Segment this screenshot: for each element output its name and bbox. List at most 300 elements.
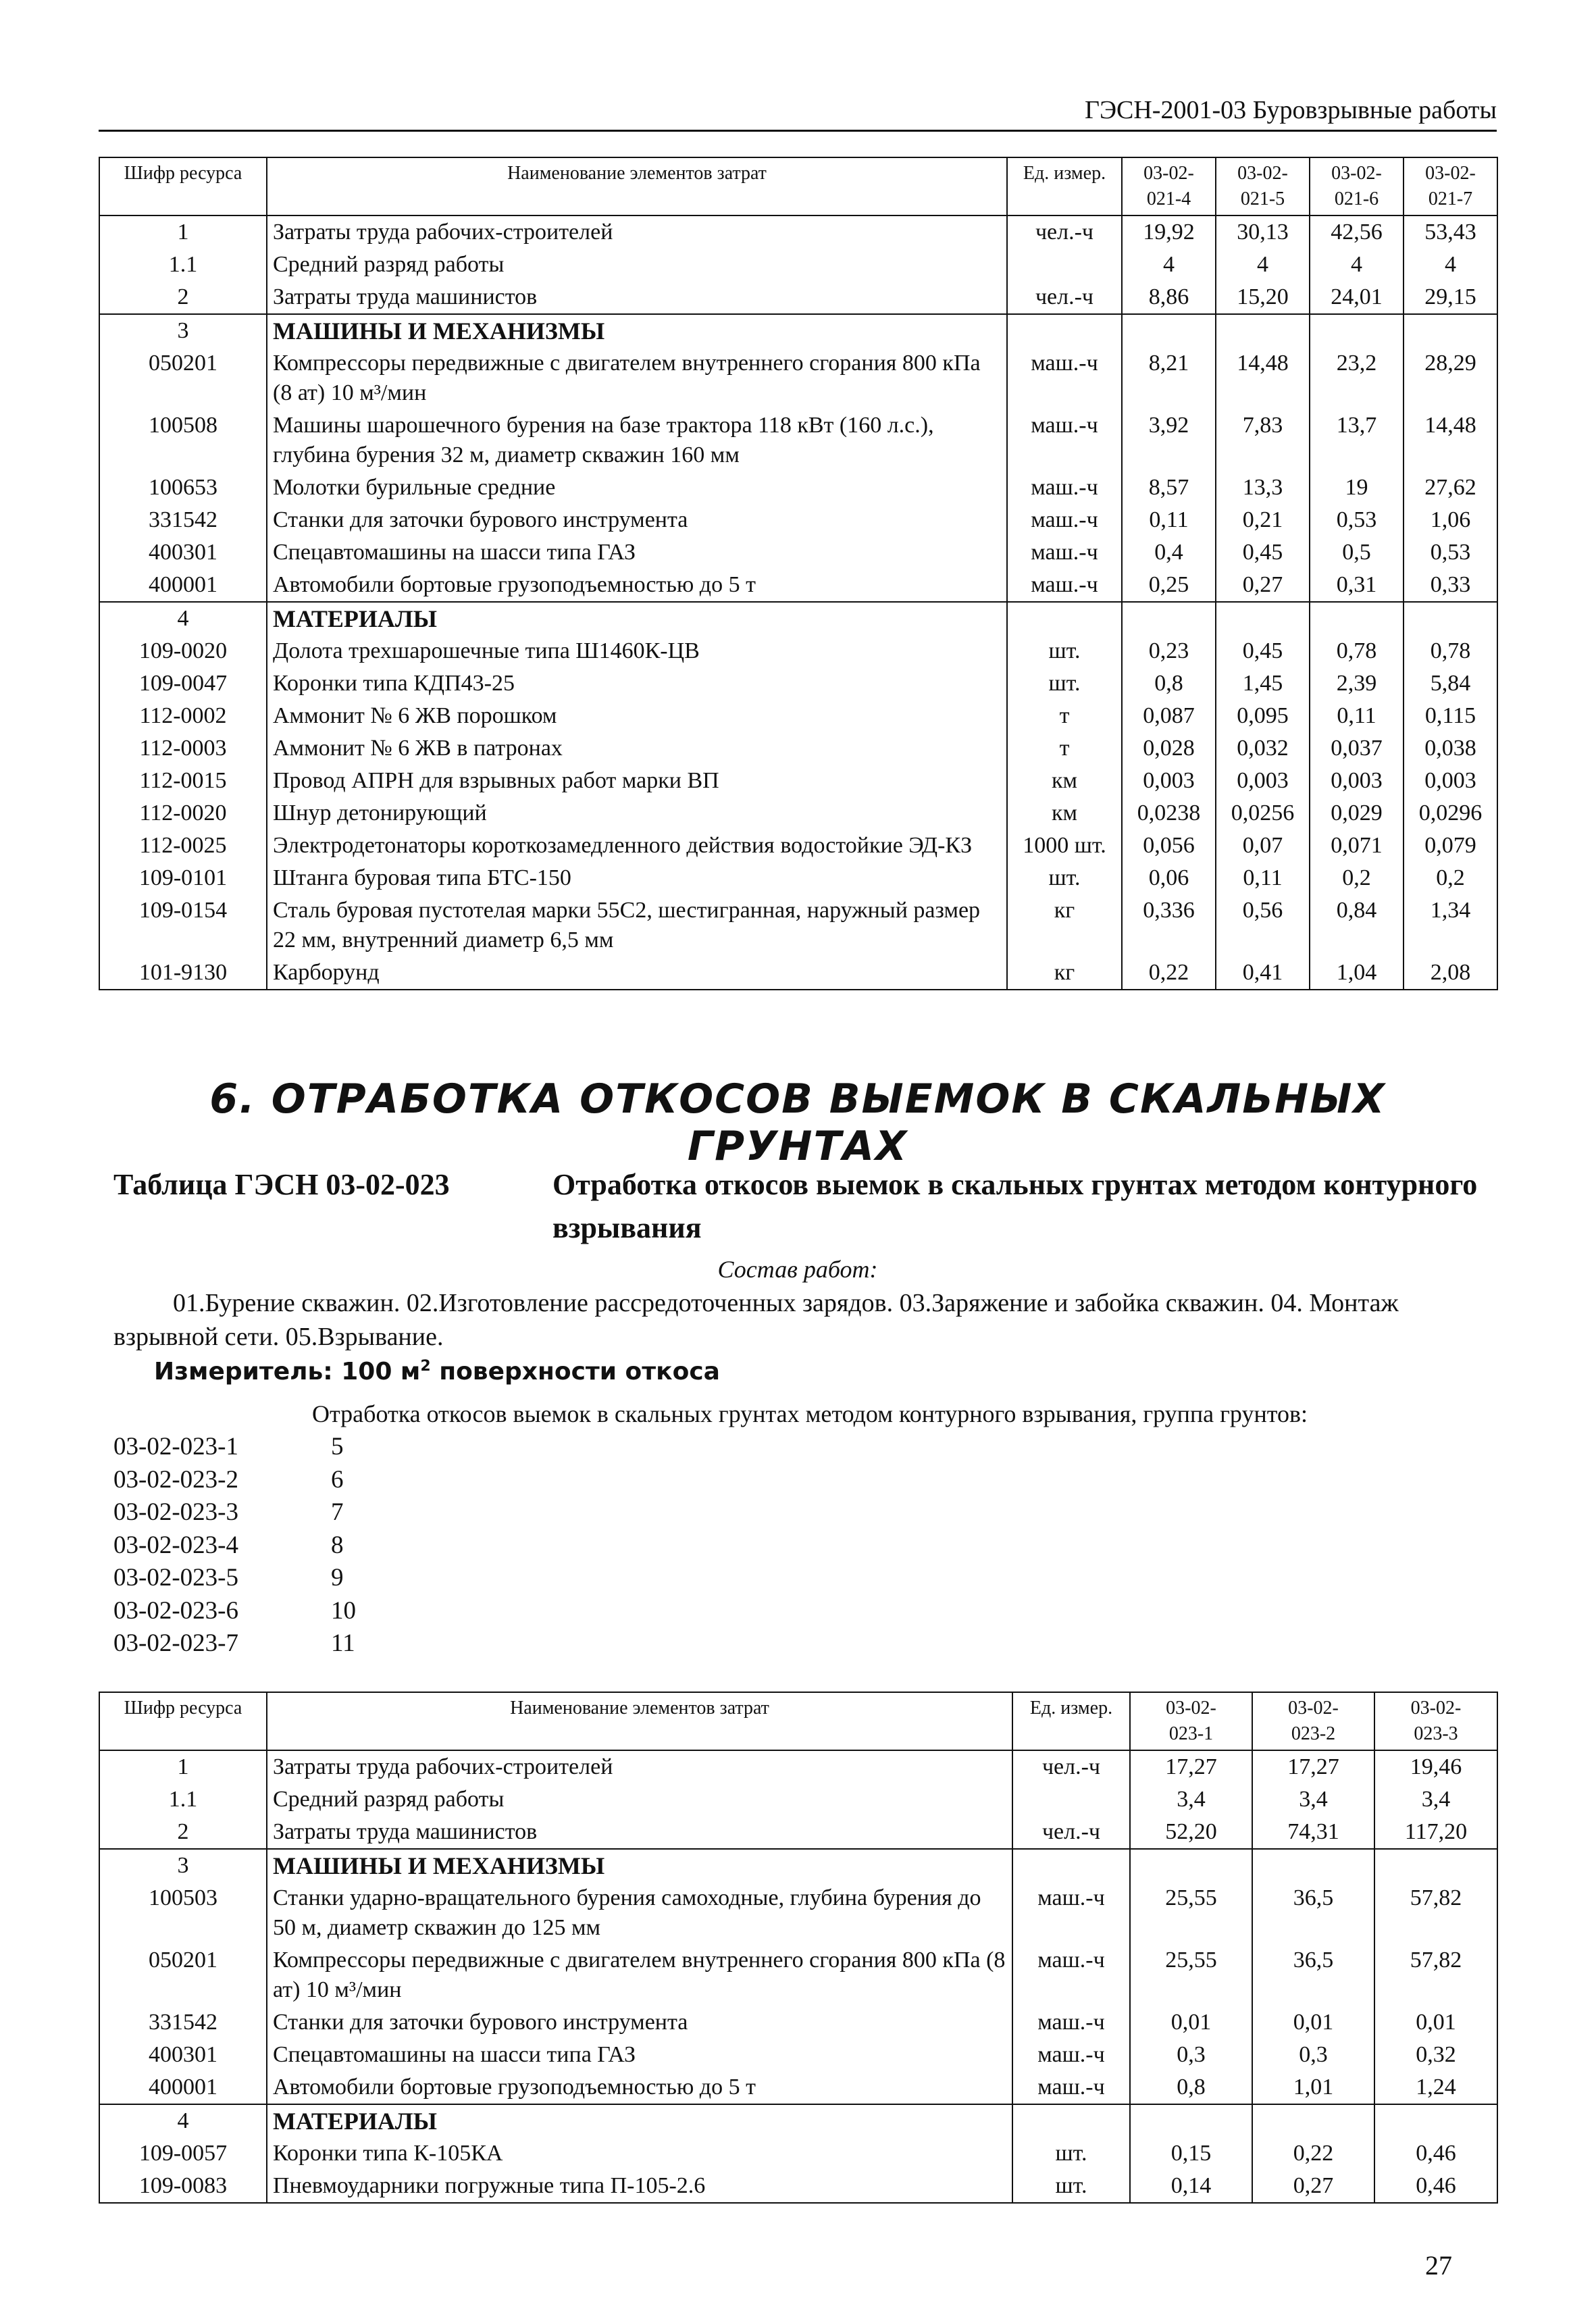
- resource-name: Шнур детонирующий: [267, 797, 1007, 830]
- resource-code: 109-0057: [99, 2137, 267, 2170]
- norm-value: [1130, 2104, 1252, 2137]
- resource-name: Карборунд: [267, 957, 1007, 990]
- norm-value: 13,7: [1310, 409, 1404, 472]
- resource-code: 400001: [99, 2071, 267, 2104]
- norm-value: 0,01: [1374, 2006, 1497, 2039]
- norm-value: 42,56: [1310, 215, 1404, 249]
- variant-row: [113, 1529, 356, 1562]
- norm-value: 1,34: [1404, 894, 1497, 957]
- table-row: [99, 797, 1497, 830]
- resource-code: 050201: [99, 1944, 267, 2006]
- unit-of-measure: чел.-ч: [1012, 1750, 1130, 1783]
- resource-code: 4: [99, 2104, 267, 2137]
- variant-soil-group: 9: [331, 1564, 344, 1592]
- measurement-unit: [154, 1358, 720, 1386]
- resource-code: 1.1: [99, 249, 267, 281]
- resource-code: 400301: [99, 536, 267, 569]
- variant-row: [113, 1431, 356, 1464]
- variant-soil-group: 8: [331, 1531, 344, 1559]
- resource-code: 112-0003: [99, 732, 267, 765]
- norm-value: 0,029: [1310, 797, 1404, 830]
- table-row: [99, 215, 1497, 249]
- resource-name: Автомобили бортовые грузоподъемностью до 5 т: [267, 2071, 1012, 2104]
- table-header-row: [99, 1692, 1497, 1750]
- norm-value: 117,20: [1374, 1816, 1497, 1849]
- resource-name: Станки для заточки бурового инструмента: [267, 2006, 1012, 2039]
- norm-value: [1404, 314, 1497, 347]
- norm-value: 17,27: [1130, 1750, 1252, 1783]
- norm-value: 0,27: [1216, 569, 1310, 602]
- column-header-unit: Ед. измер.: [1012, 1692, 1130, 1750]
- resource-name: Штанга буровая типа БТС-150: [267, 862, 1007, 894]
- resource-name: Коронки типа К-105КА: [267, 2137, 1012, 2170]
- unit-of-measure: шт.: [1007, 862, 1122, 894]
- table-caption-label: Таблица ГЭСН 03-02-023: [113, 1168, 450, 1201]
- unit-of-measure: кг: [1007, 957, 1122, 990]
- resource-name: Долота трехшарошечные типа Ш1460К-ЦВ: [267, 635, 1007, 667]
- section-name: МАТЕРИАЛЫ: [267, 602, 1007, 635]
- unit-of-measure: [1012, 2104, 1130, 2137]
- resource-name: Провод АПРН для взрывных работ марки ВП: [267, 765, 1007, 797]
- resource-code: 1.1: [99, 1783, 267, 1816]
- column-header-variant: 03-02- 021-7: [1404, 157, 1497, 215]
- resource-name: Затраты труда машинистов: [267, 1816, 1012, 1849]
- norm-value: 0,15: [1130, 2137, 1252, 2170]
- norm-value: 0,46: [1374, 2170, 1497, 2203]
- norm-value: 0,3: [1130, 2039, 1252, 2071]
- norm-value: 1,45: [1216, 667, 1310, 700]
- table-row: [99, 409, 1497, 472]
- column-header-variant: 03-02- 023-1: [1130, 1692, 1252, 1750]
- column-header-variant: 03-02- 021-5: [1216, 157, 1310, 215]
- norm-value: 29,15: [1404, 281, 1497, 314]
- measure-superscript: 2: [420, 1358, 431, 1375]
- norm-value: 0,0238: [1122, 797, 1216, 830]
- table-row: [99, 830, 1497, 862]
- unit-of-measure: шт.: [1007, 635, 1122, 667]
- norm-value: 0,5: [1310, 536, 1404, 569]
- table-row: [99, 894, 1497, 957]
- unit-of-measure: маш.-ч: [1012, 2006, 1130, 2039]
- norm-value: 0,8: [1122, 667, 1216, 700]
- column-header-variant: 03-02- 023-2: [1252, 1692, 1374, 1750]
- table-row: [99, 347, 1497, 409]
- norm-value: [1122, 602, 1216, 635]
- norm-value: 15,20: [1216, 281, 1310, 314]
- resource-code: 112-0015: [99, 765, 267, 797]
- column-header-unit: Ед. измер.: [1007, 157, 1122, 215]
- unit-of-measure: [1007, 249, 1122, 281]
- norm-value: 0,4: [1122, 536, 1216, 569]
- norm-value: 0,056: [1122, 830, 1216, 862]
- resource-name: Коронки типа КДП43-25: [267, 667, 1007, 700]
- norm-value: 0,45: [1216, 635, 1310, 667]
- norm-value: 27,62: [1404, 472, 1497, 504]
- norm-value: [1130, 1849, 1252, 1882]
- norm-value: 24,01: [1310, 281, 1404, 314]
- unit-of-measure: маш.-ч: [1012, 2071, 1130, 2104]
- table-row: [99, 1816, 1497, 1849]
- norm-value: 0,78: [1310, 635, 1404, 667]
- resource-code: 1: [99, 1750, 267, 1783]
- measure-suffix: поверхности откоса: [430, 1358, 720, 1386]
- norm-value: 0,037: [1310, 732, 1404, 765]
- resource-name: Спецавтомашины на шасси типа ГАЗ: [267, 536, 1007, 569]
- variant-code: 03-02-023-1: [113, 1433, 238, 1460]
- norm-value: 53,43: [1404, 215, 1497, 249]
- norm-value: 0,33: [1404, 569, 1497, 602]
- column-header-variant: 03-02- 021-6: [1310, 157, 1404, 215]
- variant-list: [113, 1431, 356, 1660]
- resource-code: 112-0002: [99, 700, 267, 732]
- resource-code: 109-0020: [99, 635, 267, 667]
- table-row: [99, 700, 1497, 732]
- norm-value: 0,003: [1216, 765, 1310, 797]
- norm-value: 0,095: [1216, 700, 1310, 732]
- norm-value: 4: [1404, 249, 1497, 281]
- variant-code: 03-02-023-3: [113, 1498, 238, 1526]
- table-row: [99, 536, 1497, 569]
- norm-value: 0,45: [1216, 536, 1310, 569]
- norm-value: 3,4: [1374, 1783, 1497, 1816]
- norm-value: 57,82: [1374, 1882, 1497, 1944]
- norm-value: 36,5: [1252, 1944, 1374, 2006]
- norm-value: 0,2: [1404, 862, 1497, 894]
- table-row: [99, 1783, 1497, 1816]
- norm-value: 0,8: [1130, 2071, 1252, 2104]
- resource-code: 100503: [99, 1882, 267, 1944]
- unit-of-measure: маш.-ч: [1007, 347, 1122, 409]
- table-caption-text: Отработка откосов выемок в скальных грунтах методом контурного взрывания: [552, 1168, 1478, 1244]
- norm-value: 0,56: [1216, 894, 1310, 957]
- norm-value: 4: [1310, 249, 1404, 281]
- table-header-row: [99, 157, 1497, 215]
- resource-code: 2: [99, 281, 267, 314]
- resource-code: 3: [99, 314, 267, 347]
- table-row: [99, 635, 1497, 667]
- work-composition-heading: Состав работ:: [717, 1256, 878, 1283]
- resource-name: Станки ударно-вращательного бурения самоходные, глубина бурения до 50 м, диаметр скважин до 125 мм: [267, 1882, 1012, 1944]
- table-body: [99, 1750, 1497, 2203]
- variant-row: [113, 1627, 356, 1660]
- column-header-variant: 03-02- 023-3: [1374, 1692, 1497, 1750]
- norm-value: 0,003: [1122, 765, 1216, 797]
- column-header-code: Шифр ресурса: [99, 157, 267, 215]
- norm-value: 2,39: [1310, 667, 1404, 700]
- unit-of-measure: маш.-ч: [1007, 536, 1122, 569]
- unit-of-measure: [1012, 1849, 1130, 1882]
- resource-code: 112-0025: [99, 830, 267, 862]
- norm-value: 0,0256: [1216, 797, 1310, 830]
- variant-row: [113, 1464, 356, 1497]
- unit-of-measure: [1007, 602, 1122, 635]
- norm-value: 0,0296: [1404, 797, 1497, 830]
- norm-value: 25,55: [1130, 1882, 1252, 1944]
- norm-value: 0,07: [1216, 830, 1310, 862]
- table-row: [99, 472, 1497, 504]
- norm-value: 8,21: [1122, 347, 1216, 409]
- resource-code: 4: [99, 602, 267, 635]
- norm-value: 57,82: [1374, 1944, 1497, 2006]
- table-row: [99, 862, 1497, 894]
- variant-soil-group: 5: [331, 1433, 344, 1460]
- table-row: [99, 2104, 1497, 2137]
- variant-row: [113, 1562, 356, 1595]
- norm-value: 0,003: [1404, 765, 1497, 797]
- column-header-name: Наименование элементов затрат: [267, 1692, 1012, 1750]
- norm-value: 19,46: [1374, 1750, 1497, 1783]
- norm-value: 0,2: [1310, 862, 1404, 894]
- norm-value: 23,2: [1310, 347, 1404, 409]
- norm-value: 0,01: [1252, 2006, 1374, 2039]
- resource-table-023: [99, 1692, 1498, 2204]
- norm-value: 0,028: [1122, 732, 1216, 765]
- variant-soil-group: 6: [331, 1465, 344, 1494]
- norm-value: 74,31: [1252, 1816, 1374, 1849]
- norm-value: [1252, 2104, 1374, 2137]
- resource-table-021: [99, 157, 1498, 990]
- resource-code: 109-0101: [99, 862, 267, 894]
- table-row: [99, 602, 1497, 635]
- resource-name: Молотки бурильные средние: [267, 472, 1007, 504]
- resource-code: 100508: [99, 409, 267, 472]
- resource-code: 050201: [99, 347, 267, 409]
- norm-value: 3,92: [1122, 409, 1216, 472]
- resource-code: 109-0154: [99, 894, 267, 957]
- resource-name: Компрессоры передвижные с двигателем внутреннего сгорания 800 кПа (8 ат) 10 м³/мин: [267, 1944, 1012, 2006]
- norm-value: [1216, 314, 1310, 347]
- variant-soil-group: 11: [331, 1629, 355, 1657]
- resource-code: 100653: [99, 472, 267, 504]
- norm-value: 0,071: [1310, 830, 1404, 862]
- norm-value: 28,29: [1404, 347, 1497, 409]
- norm-value: 8,57: [1122, 472, 1216, 504]
- resource-code: 109-0047: [99, 667, 267, 700]
- norm-value: 19,92: [1122, 215, 1216, 249]
- variant-soil-group: 10: [331, 1596, 356, 1625]
- unit-of-measure: шт.: [1012, 2170, 1130, 2203]
- norm-value: [1310, 602, 1404, 635]
- norm-value: 2,08: [1404, 957, 1497, 990]
- unit-of-measure: маш.-ч: [1007, 409, 1122, 472]
- unit-of-measure: [1012, 1783, 1130, 1816]
- table-row: [99, 765, 1497, 797]
- resource-name: Пневмоударники погружные типа П-105-2.6: [267, 2170, 1012, 2203]
- norm-value: 1,04: [1310, 957, 1404, 990]
- page-number: 27: [1425, 2250, 1452, 2281]
- norm-value: 1,01: [1252, 2071, 1374, 2104]
- resource-code: 3: [99, 1849, 267, 1882]
- table-row: [99, 2137, 1497, 2170]
- table-body: [99, 215, 1497, 990]
- variant-soil-group: 7: [331, 1498, 344, 1526]
- norm-value: 0,11: [1216, 862, 1310, 894]
- table-row: [99, 569, 1497, 602]
- table-row: [99, 2006, 1497, 2039]
- unit-of-measure: шт.: [1012, 2137, 1130, 2170]
- norm-value: 0,41: [1216, 957, 1310, 990]
- section-name: МАШИНЫ И МЕХАНИЗМЫ: [267, 314, 1007, 347]
- norm-value: 0,01: [1130, 2006, 1252, 2039]
- table-row: [99, 314, 1497, 347]
- column-header-name: Наименование элементов затрат: [267, 157, 1007, 215]
- norm-value: 0,336: [1122, 894, 1216, 957]
- table-row: [99, 1944, 1497, 2006]
- norm-value: 25,55: [1130, 1944, 1252, 2006]
- resource-name: Станки для заточки бурового инструмента: [267, 504, 1007, 536]
- norm-value: 0,23: [1122, 635, 1216, 667]
- norm-value: 1,06: [1404, 504, 1497, 536]
- resource-code: 400001: [99, 569, 267, 602]
- norm-value: 0,22: [1122, 957, 1216, 990]
- norm-value: [1374, 1849, 1497, 1882]
- column-header-variant: 03-02- 021-4: [1122, 157, 1216, 215]
- norm-value: 0,53: [1310, 504, 1404, 536]
- norm-value: 0,25: [1122, 569, 1216, 602]
- resource-name: Аммонит № 6 ЖВ в патронах: [267, 732, 1007, 765]
- norm-value: 0,46: [1374, 2137, 1497, 2170]
- unit-of-measure: маш.-ч: [1007, 472, 1122, 504]
- norm-value: 0,032: [1216, 732, 1310, 765]
- norm-value: 0,087: [1122, 700, 1216, 732]
- norm-value: 5,84: [1404, 667, 1497, 700]
- table-row: [99, 1750, 1497, 1783]
- measure-prefix: Измеритель: 100 м: [154, 1358, 421, 1386]
- unit-of-measure: км: [1007, 797, 1122, 830]
- work-composition-text: 01.Бурение скважин. 02.Изготовление рассредоточенных зарядов. 03.Заряжение и забойка скважин. 04. Монтаж взрывной сети. 05.Взрывание.: [113, 1289, 1399, 1351]
- running-header: ГЭСН-2001-03 Буровзрывные работы: [99, 95, 1497, 132]
- resource-code: 101-9130: [99, 957, 267, 990]
- norm-value: 3,4: [1130, 1783, 1252, 1816]
- norm-value: 0,14: [1130, 2170, 1252, 2203]
- norm-value: 1,24: [1374, 2071, 1497, 2104]
- unit-of-measure: маш.-ч: [1012, 1882, 1130, 1944]
- resource-name: Аммонит № 6 ЖВ порошком: [267, 700, 1007, 732]
- unit-of-measure: шт.: [1007, 667, 1122, 700]
- norm-value: 3,4: [1252, 1783, 1374, 1816]
- unit-of-measure: маш.-ч: [1007, 504, 1122, 536]
- resource-code: 112-0020: [99, 797, 267, 830]
- resource-code: 109-0083: [99, 2170, 267, 2203]
- unit-of-measure: т: [1007, 732, 1122, 765]
- table-row: [99, 2039, 1497, 2071]
- norm-value: [1404, 602, 1497, 635]
- resource-code: 331542: [99, 504, 267, 536]
- variant-description: Отработка откосов выемок в скальных грунтах методом контурного взрывания, группа грунтов:: [312, 1400, 1308, 1427]
- norm-value: 0,115: [1404, 700, 1497, 732]
- norm-value: [1252, 1849, 1374, 1882]
- resource-code: 331542: [99, 2006, 267, 2039]
- norm-value: [1122, 314, 1216, 347]
- variant-code: 03-02-023-6: [113, 1596, 238, 1625]
- norm-value: 14,48: [1216, 347, 1310, 409]
- resource-name: Сталь буровая пустотелая марки 55С2, шестигранная, наружный размер 22 мм, внутренний диаметр 6,5 мм: [267, 894, 1007, 957]
- section-title: 6. ОТРАБОТКА ОТКОСОВ ВЫЕМОК В СКАЛЬНЫХ ГРУНТАХ: [209, 1075, 1386, 1170]
- norm-value: 0,038: [1404, 732, 1497, 765]
- variant-row: [113, 1595, 356, 1628]
- norm-value: [1310, 314, 1404, 347]
- norm-value: 0,32: [1374, 2039, 1497, 2071]
- unit-of-measure: маш.-ч: [1012, 2039, 1130, 2071]
- norm-value: 0,22: [1252, 2137, 1374, 2170]
- unit-of-measure: чел.-ч: [1007, 281, 1122, 314]
- unit-of-measure: км: [1007, 765, 1122, 797]
- unit-of-measure: чел.-ч: [1007, 215, 1122, 249]
- section-name: МАШИНЫ И МЕХАНИЗМЫ: [267, 1849, 1012, 1882]
- resource-name: Компрессоры передвижные с двигателем внутреннего сгорания 800 кПа (8 ат) 10 м³/мин: [267, 347, 1007, 409]
- resource-name: Спецавтомашины на шасси типа ГАЗ: [267, 2039, 1012, 2071]
- resource-name: Затраты труда рабочих-строителей: [267, 215, 1007, 249]
- norm-value: 0,84: [1310, 894, 1404, 957]
- variant-code: 03-02-023-7: [113, 1629, 238, 1657]
- norm-value: 8,86: [1122, 281, 1216, 314]
- table-row: [99, 732, 1497, 765]
- unit-of-measure: кг: [1007, 894, 1122, 957]
- variant-code: 03-02-023-4: [113, 1531, 238, 1559]
- norm-value: 0,53: [1404, 536, 1497, 569]
- norm-value: 0,78: [1404, 635, 1497, 667]
- resource-name: Затраты труда машинистов: [267, 281, 1007, 314]
- table-row: [99, 281, 1497, 314]
- norm-value: 14,48: [1404, 409, 1497, 472]
- resource-name: Средний разряд работы: [267, 249, 1007, 281]
- norm-value: 0,11: [1122, 504, 1216, 536]
- resource-name: Затраты труда рабочих-строителей: [267, 1750, 1012, 1783]
- resource-code: 1: [99, 215, 267, 249]
- table-row: [99, 504, 1497, 536]
- unit-of-measure: маш.-ч: [1012, 1944, 1130, 2006]
- norm-value: 0,11: [1310, 700, 1404, 732]
- table-row: [99, 249, 1497, 281]
- unit-of-measure: чел.-ч: [1012, 1816, 1130, 1849]
- unit-of-measure: [1007, 314, 1122, 347]
- norm-value: 4: [1122, 249, 1216, 281]
- resource-name: Электродетонаторы короткозамедленного действия водостойкие ЭД-КЗ: [267, 830, 1007, 862]
- norm-value: 36,5: [1252, 1882, 1374, 1944]
- variant-code: 03-02-023-2: [113, 1465, 238, 1494]
- column-header-code: Шифр ресурса: [99, 1692, 267, 1750]
- unit-of-measure: т: [1007, 700, 1122, 732]
- norm-value: 0,27: [1252, 2170, 1374, 2203]
- norm-value: 52,20: [1130, 1816, 1252, 1849]
- resource-code: 400301: [99, 2039, 267, 2071]
- table-row: [99, 667, 1497, 700]
- norm-value: 0,21: [1216, 504, 1310, 536]
- norm-value: [1374, 2104, 1497, 2137]
- norm-value: 0,003: [1310, 765, 1404, 797]
- norm-value: 17,27: [1252, 1750, 1374, 1783]
- resource-name: Автомобили бортовые грузоподъемностью до 5 т: [267, 569, 1007, 602]
- table-row: [99, 2071, 1497, 2104]
- norm-value: 0,31: [1310, 569, 1404, 602]
- resource-code: 2: [99, 1816, 267, 1849]
- table-row: [99, 957, 1497, 990]
- table-row: [99, 2170, 1497, 2203]
- resource-name: Средний разряд работы: [267, 1783, 1012, 1816]
- resource-name: Машины шарошечного бурения на базе трактора 118 кВт (160 л.с.), глубина бурения 32 м, диаметр скважин 160 мм: [267, 409, 1007, 472]
- norm-value: 7,83: [1216, 409, 1310, 472]
- section-name: МАТЕРИАЛЫ: [267, 2104, 1012, 2137]
- table-row: [99, 1849, 1497, 1882]
- norm-value: 30,13: [1216, 215, 1310, 249]
- variant-code: 03-02-023-5: [113, 1564, 238, 1592]
- norm-value: 0,06: [1122, 862, 1216, 894]
- norm-value: 4: [1216, 249, 1310, 281]
- norm-value: 0,079: [1404, 830, 1497, 862]
- unit-of-measure: 1000 шт.: [1007, 830, 1122, 862]
- table-row: [99, 1882, 1497, 1944]
- unit-of-measure: маш.-ч: [1007, 569, 1122, 602]
